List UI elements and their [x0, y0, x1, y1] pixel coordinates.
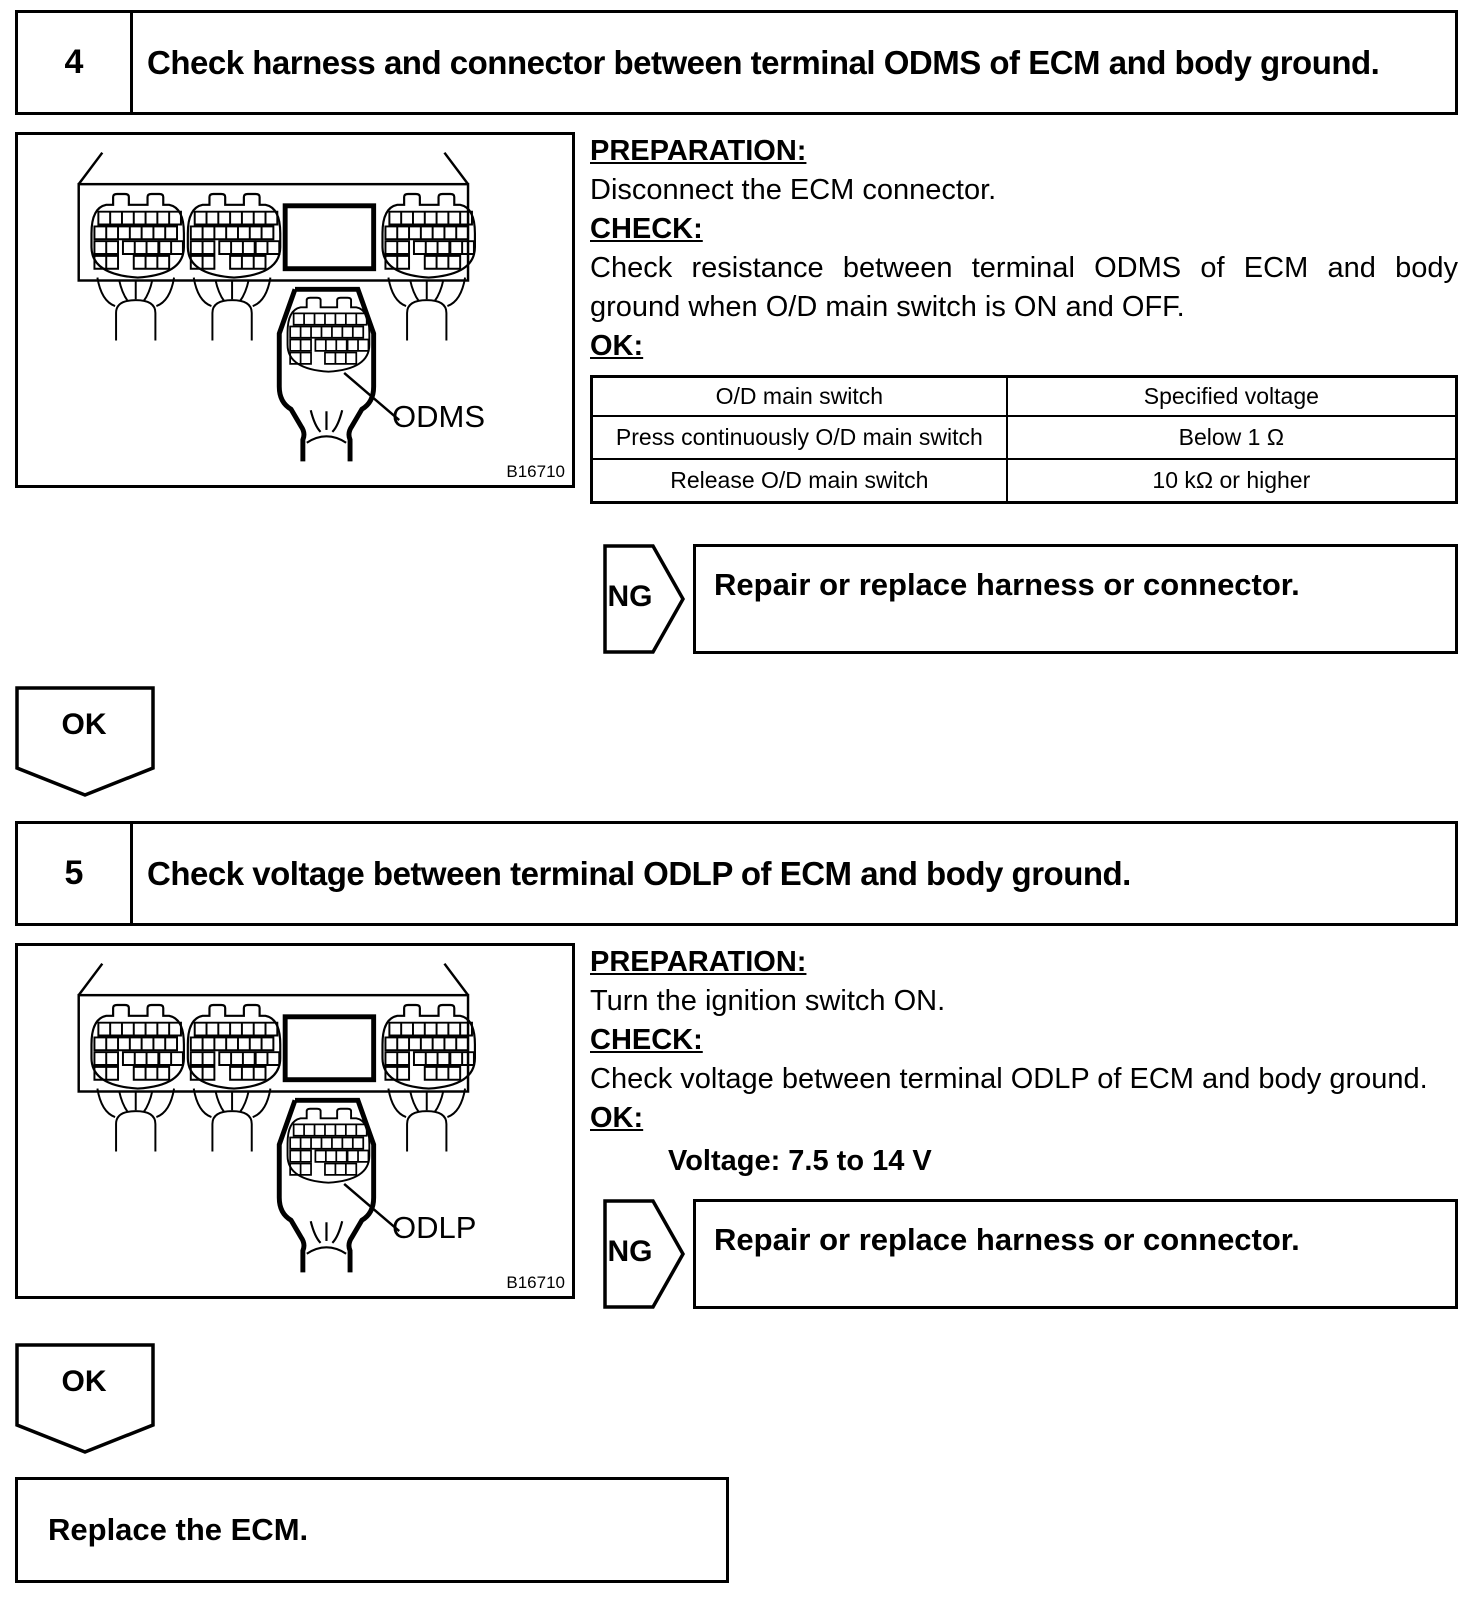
ok-pentagon-shape-icon — [15, 686, 155, 798]
ok-connector-label: OK — [61, 1365, 107, 1398]
spec-table-header-cell: Specified voltage — [1007, 377, 1457, 417]
spec-table-row — [592, 459, 1457, 503]
ecm-connector-diagram — [18, 946, 572, 1296]
step4-ng-result-box: Repair or replace harness or connector. — [693, 544, 1458, 654]
step4-ng-branch — [603, 544, 1458, 654]
ng-arrow-label: NG — [607, 580, 653, 613]
ng-arrow — [603, 1199, 685, 1309]
spec-table-cell: 10 kΩ or higher — [1007, 459, 1457, 503]
ok-heading: OK: — [590, 330, 644, 362]
ok-heading: OK: — [590, 1102, 644, 1134]
check-heading: CHECK: — [590, 1024, 703, 1056]
final-action-box: Replace the ECM. — [15, 1477, 729, 1583]
preparation-heading: PREPARATION: — [590, 135, 807, 167]
figure-code: B16710 — [506, 462, 565, 481]
terminal-callout-label: ODLP — [392, 1210, 477, 1245]
check-text: Check voltage between terminal ODLP of ECM and body ground. — [590, 1063, 1428, 1095]
check-text: Check resistance between terminal ODMS of ECM and body ground when O/D main switch is ON and OFF. — [590, 252, 1458, 323]
step5-ng-result-box: Repair or replace harness or connector. — [693, 1199, 1458, 1309]
step4-ok-connector — [15, 686, 155, 798]
preparation-heading: PREPARATION: — [590, 946, 807, 978]
voltage-spec: Voltage: 7.5 to 14 V — [668, 1145, 932, 1177]
ecm-connector-diagram — [18, 135, 572, 485]
spec-table — [590, 375, 1458, 504]
spec-table-row — [592, 416, 1457, 459]
step5-ng-branch — [603, 1199, 1458, 1309]
step4-title: Check harness and connector between terminal ODMS of ECM and body ground. — [147, 43, 1380, 81]
check-heading: CHECK: — [590, 213, 703, 245]
spec-table-header-cell: O/D main switch — [592, 377, 1007, 417]
ng-arrow-label: NG — [607, 1235, 653, 1268]
step4-number: 4 — [18, 13, 133, 112]
ng-arrow — [603, 544, 685, 654]
preparation-text: Disconnect the ECM connector. — [590, 174, 997, 206]
ok-connector-label: OK — [61, 708, 107, 741]
preparation-text: Turn the ignition switch ON. — [590, 985, 946, 1017]
step4-instructions — [590, 132, 1458, 654]
terminal-callout-label: ODMS — [392, 399, 485, 434]
step5-number: 5 — [18, 824, 133, 923]
ok-pentagon-shape-icon — [15, 1343, 155, 1455]
step5-ecm-figure — [15, 943, 575, 1299]
step5-body — [15, 943, 1458, 1309]
figure-code: B16710 — [506, 1273, 565, 1292]
spec-table-cell: Release O/D main switch — [592, 459, 1007, 503]
step5-header — [15, 821, 1458, 926]
step4-header — [15, 10, 1458, 115]
step5-ok-connector — [15, 1343, 155, 1455]
step5-title: Check voltage between terminal ODLP of ECM and body ground. — [147, 854, 1131, 892]
spec-table-cell: Below 1 Ω — [1007, 416, 1457, 459]
step4-body — [15, 132, 1458, 654]
spec-table-cell: Press continuously O/D main switch — [592, 416, 1007, 459]
step4-ecm-figure — [15, 132, 575, 488]
step5-instructions — [590, 943, 1458, 1309]
spec-table-header-row — [592, 377, 1457, 417]
